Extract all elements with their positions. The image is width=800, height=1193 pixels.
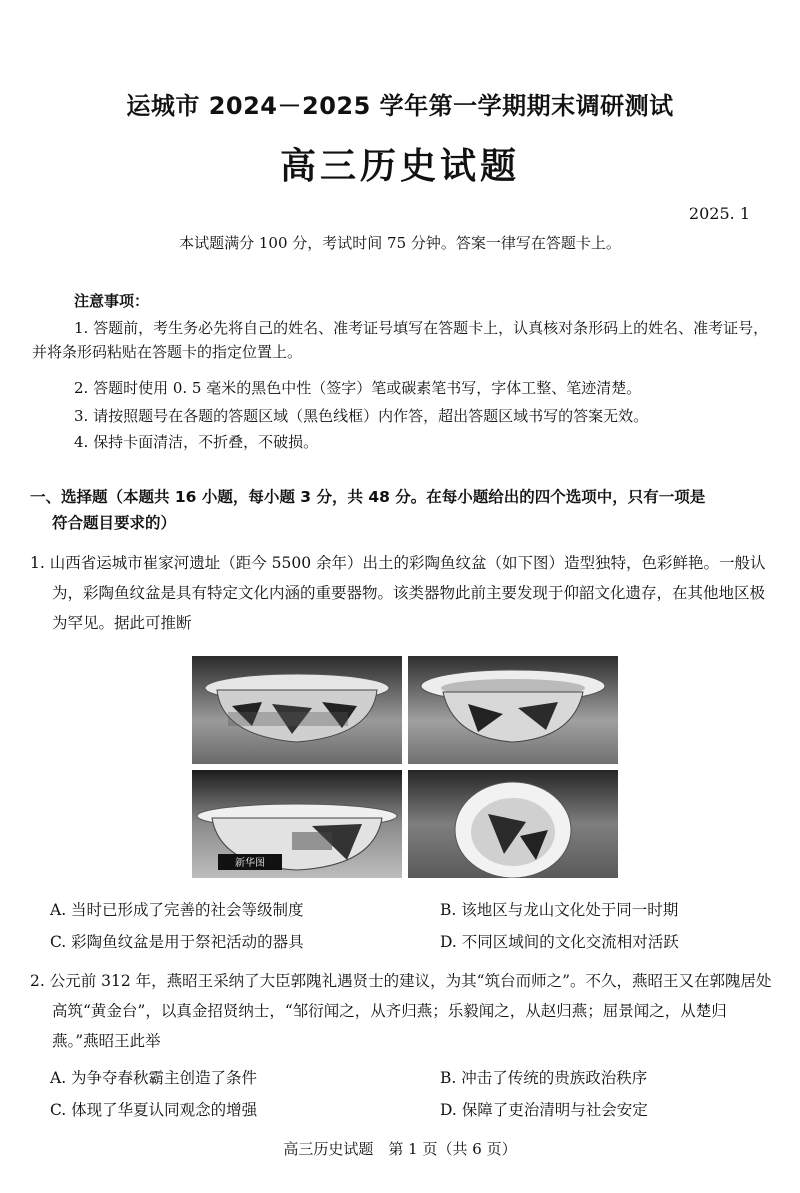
notice-item-2: 2. 答题时使用 0. 5 毫米的黑色中性（签字）笔或碳素笔书写，字体工整、笔迹清楚。: [74, 379, 642, 397]
page-footer: 高三历史试题 第 1 页（共 6 页）: [283, 1140, 517, 1158]
question-1-stem: 1. 山西省运城市崔家河遗址（距今 5500 余年）出土的彩陶鱼纹盆（如下图）造型独特，色彩鲜艳。一般认为，彩陶鱼纹盆是具有特定文化内涵的重要器物。该类器物此前主要发现于仰韶文化遗存，在其他地区极为罕见。据此可推断: [30, 554, 766, 632]
pottery-photo-3: [192, 770, 402, 878]
pottery-photo-2: [408, 656, 618, 764]
section-heading-line2: 符合题目要求的）: [52, 514, 177, 532]
q1-option-d: D. 不同区域间的文化交流相对活跃: [440, 933, 679, 951]
photo-caption: 新华图: [235, 858, 265, 869]
exam-info: 本试题满分 100 分，考试时间 75 分钟。答案一律写在答题卡上。: [179, 234, 621, 252]
question-2-stem: 2. 公元前 312 年，燕昭王采纳了大臣郭隗礼遇贤士的建议，为其“筑台而师之”。不久，燕昭王又在郭隗居处高筑“黄金台”，以真金招贤纳士，“邹衍闻之，从齐归燕；乐毅闻之，从赵归燕；屈景闻之，从楚归燕。”燕昭王此举: [30, 972, 772, 1050]
exam-date: 2025. 1: [688, 204, 750, 223]
notice-heading: 注意事项：: [74, 292, 150, 310]
pottery-photo-4: [408, 770, 618, 878]
q1-option-c: C. 彩陶鱼纹盆是用于祭祀活动的器具: [50, 933, 304, 951]
pottery-photo-1: [192, 656, 402, 764]
question-1: [30, 548, 772, 638]
q1-option-a: A. 当时已形成了完善的社会等级制度: [50, 901, 304, 919]
notice-item-4: 4. 保持卡面清洁，不折叠，不破损。: [74, 433, 319, 451]
q2-option-c: C. 体现了华夏认同观念的增强: [50, 1101, 258, 1119]
q2-option-d: D. 保障了吏治清明与社会安定: [440, 1101, 648, 1119]
section-heading-line1: 一、选择题（本题共 16 小题，每小题 3 分，共 48 分。在每小题给出的四个选项中，只有一项是: [30, 488, 706, 506]
notice-item-3: 3. 请按照题号在各题的答题区域（黑色线框）内作答，超出答题区域书写的答案无效。: [74, 407, 649, 425]
subject-title: 高三历史试题: [279, 146, 520, 187]
q2-option-a: A. 为争夺春秋霸主创造了条件: [50, 1069, 258, 1087]
question-2: [30, 966, 772, 1056]
section-heading: [30, 484, 775, 536]
q2-option-b: B. 冲击了传统的贵族政治秩序: [440, 1069, 648, 1087]
q1-option-b: B. 该地区与龙山文化处于同一时期: [440, 901, 679, 919]
exam-title: 运城市 2024－2025 学年第一学期期末调研测试: [126, 92, 674, 120]
notice-item-1: 1. 答题前，考生务必先将自己的姓名、准考证号填写在答题卡上，认真核对条形码上的姓名、准考证号，并将条形码粘贴在答题卡的指定位置上。: [32, 319, 769, 361]
